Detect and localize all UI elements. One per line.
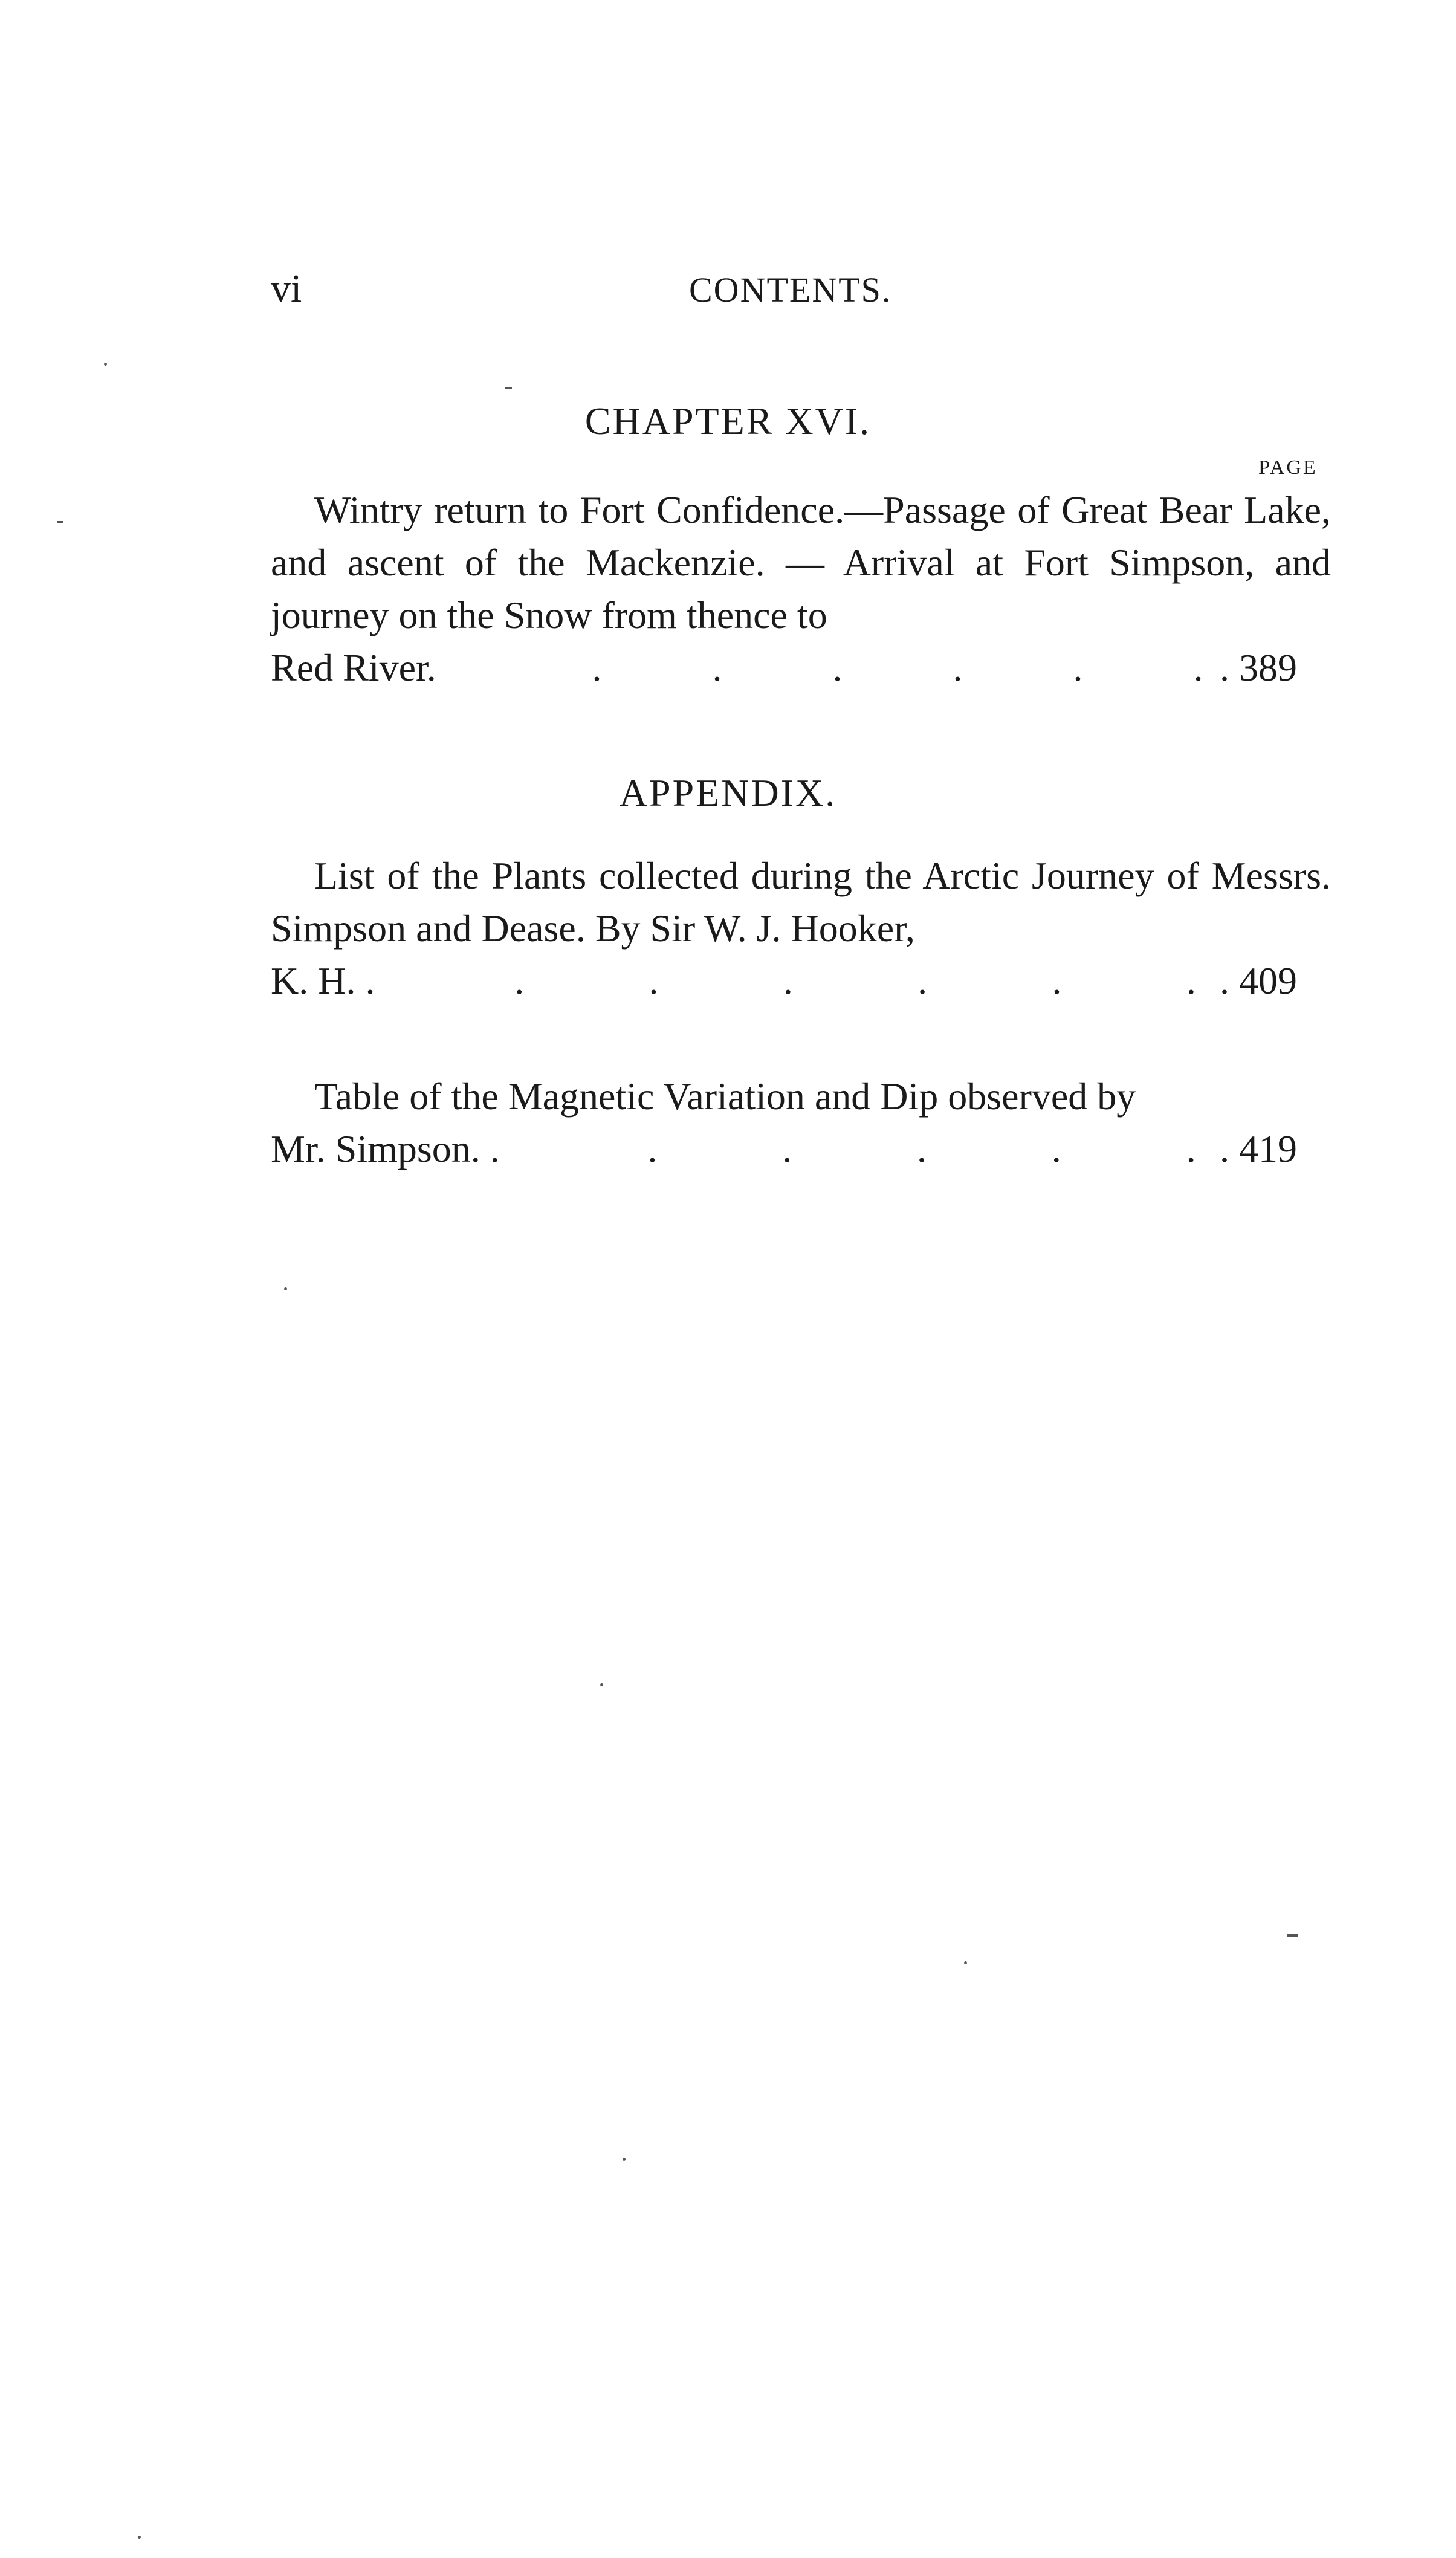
entry-page-number: . 419 xyxy=(1220,1127,1297,1170)
chapter-summary: Wintry return to Fort Confidence.—Passage of Great Bear Lake, and ascent of the Mackenzie. — Arrival at Fort Simpson, and journey on the Snow from thence to xyxy=(271,488,1331,636)
running-head xyxy=(0,266,1456,320)
scan-speck xyxy=(104,363,107,366)
entry-page-number: . 409 xyxy=(1220,959,1297,1002)
leader-line xyxy=(271,954,1331,1007)
entry-last-line: Mr. Simpson. . xyxy=(271,1127,500,1170)
scan-speck xyxy=(600,1683,603,1686)
leader-line xyxy=(271,641,1331,694)
leader-line xyxy=(271,1122,1331,1175)
scan-speck xyxy=(623,2158,626,2161)
scan-speck xyxy=(1287,1934,1298,1937)
scan-speck xyxy=(964,1961,967,1964)
page-column-label: PAGE xyxy=(1258,456,1318,479)
scan-speck xyxy=(57,521,63,523)
dot-leader: . . . . . . xyxy=(592,646,1203,689)
appendix-heading: APPENDIX. xyxy=(619,771,837,814)
appendix-entry xyxy=(271,1070,1331,1175)
chapter-entry xyxy=(271,484,1331,694)
entry-page-number: . 389 xyxy=(1220,646,1297,689)
appendix-entry xyxy=(271,849,1331,1007)
entry-last-line: Red River. xyxy=(271,646,436,689)
page-number: vi xyxy=(271,267,302,311)
dot-leader: . . . . . xyxy=(647,1127,1196,1170)
chapter-heading: CHAPTER XVI. xyxy=(584,400,872,442)
scan-speck xyxy=(138,2536,141,2539)
scan-speck xyxy=(505,387,512,389)
appendix-entry-text: List of the Plants collected during the Arctic Journey of Messrs. Simpson and Dease. By Sir W. J. Hooker, xyxy=(271,854,1331,950)
entry-last-line: K. H. . xyxy=(271,959,375,1002)
scan-speck xyxy=(284,1287,287,1290)
dot-leader: . . . . . . xyxy=(514,959,1196,1002)
appendix-entry-text: Table of the Magnetic Variation and Dip observed by xyxy=(314,1075,1136,1118)
running-title: CONTENTS. xyxy=(689,270,892,309)
